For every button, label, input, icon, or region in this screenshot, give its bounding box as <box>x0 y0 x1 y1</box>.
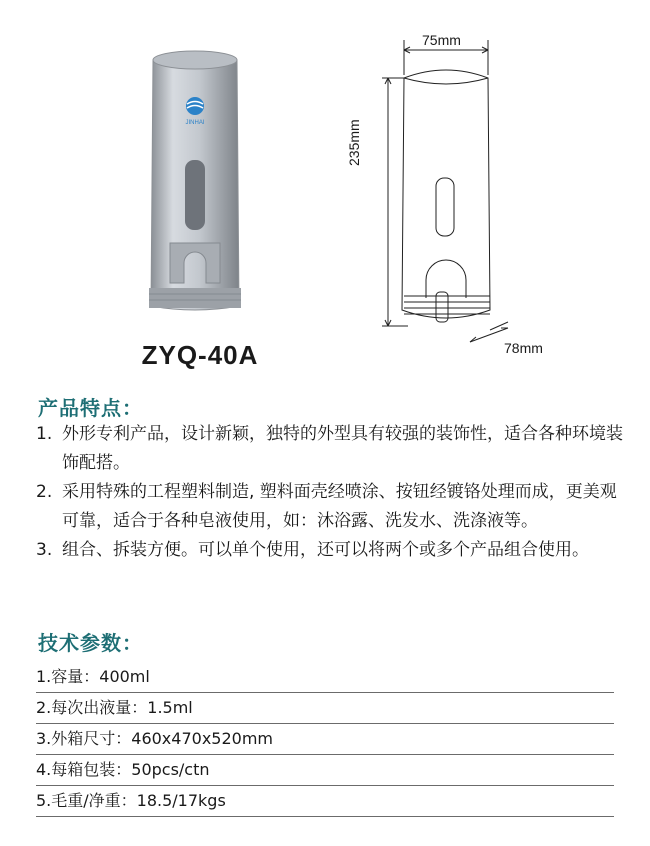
dimension-width: 75mm <box>422 32 461 48</box>
feature-text: 组合、拆装方便。可以单个使用，还可以将两个或多个产品组合使用。 <box>62 540 589 560</box>
spec-row: 2.每次出液量：1.5ml <box>36 693 614 724</box>
feature-item <box>36 536 626 565</box>
spec-row: 3.外箱尺寸：460x470x520mm <box>36 724 614 755</box>
feature-number: 3. <box>36 540 53 560</box>
specs-title: 技术参数： <box>38 631 143 655</box>
brand-logo-text: JINHAI <box>185 120 205 126</box>
feature-text: 采用特殊的工程塑料制造, 塑料面壳经喷涂、按钮经镀铬处理而成，更美观可靠，适合于各种皂液使用，如：沐浴露、洗发水、洗涤液等。 <box>62 482 617 531</box>
feature-number: 2. <box>36 482 53 502</box>
dimension-height: 235mm <box>346 119 362 166</box>
spec-row: 1.容量：400ml <box>36 662 614 693</box>
features-list <box>36 420 626 565</box>
product-photo <box>135 38 255 338</box>
features-title: 产品特点： <box>38 396 143 420</box>
feature-number: 1. <box>36 424 53 444</box>
spec-row: 5.毛重/净重：18.5/17kgs <box>36 786 614 817</box>
spec-row: 4.每箱包装：50pcs/ctn <box>36 755 614 786</box>
dimension-depth: 78mm <box>504 340 543 356</box>
model-number: ZYQ-40A <box>141 340 259 370</box>
specs-list <box>36 662 614 817</box>
feature-text: 外形专利产品，设计新颖，独特的外型具有较强的装饰性，适合各种环境装饰配搭。 <box>62 424 623 473</box>
feature-item <box>36 420 626 478</box>
brand-logo-icon <box>185 97 204 126</box>
technical-drawing <box>360 30 560 360</box>
feature-item <box>36 478 626 536</box>
